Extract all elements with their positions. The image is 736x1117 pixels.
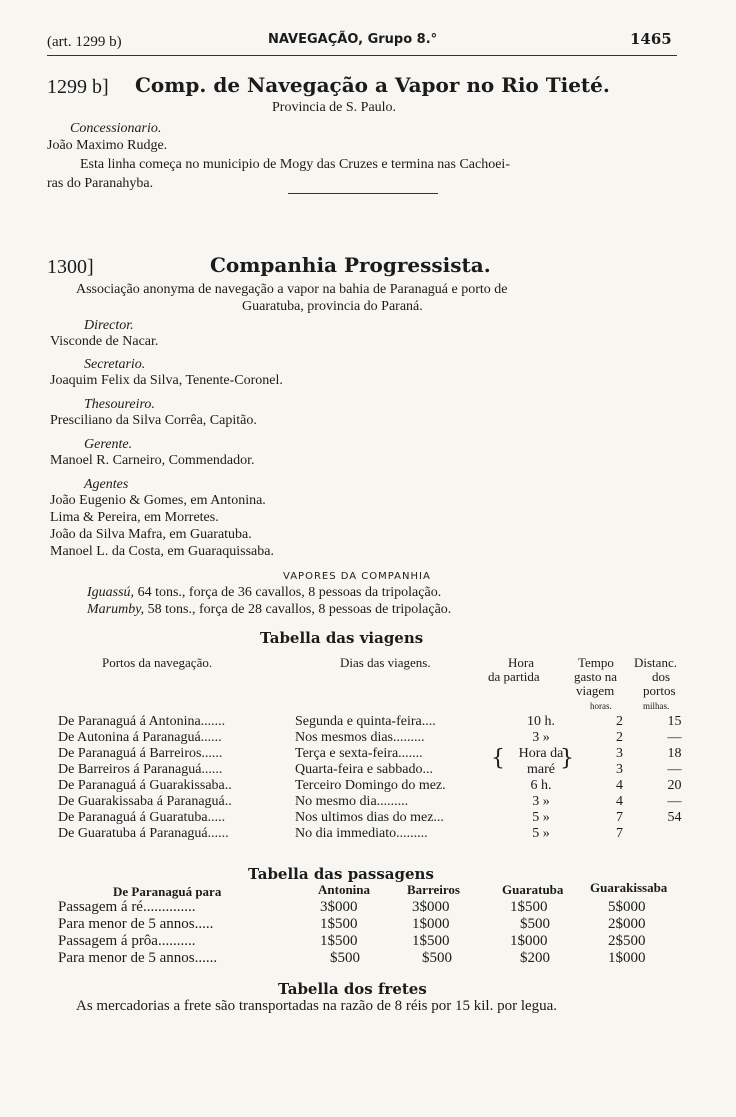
dist-cell xyxy=(652,826,697,842)
officer-role: Gerente. xyxy=(84,437,133,452)
entry-1300-desc-line1: Associação anonyma de navegação a vapor na bahia de Paranaguá e porto de xyxy=(76,282,508,297)
hora-cell: maré xyxy=(527,762,555,777)
passagem-label: Para menor de 5 annos...... xyxy=(58,950,218,966)
section-divider xyxy=(288,193,438,194)
passagem-label: Passagem á prôa.......... xyxy=(58,933,196,949)
officer-role: Director. xyxy=(84,318,134,333)
price-cell: 1$500 xyxy=(412,933,450,949)
officer-name: Joaquim Felix da Silva, Tenente-Coronel. xyxy=(50,373,283,388)
table-row xyxy=(58,916,678,933)
viagens-col-hora-1: Hora xyxy=(508,655,534,670)
dias-cell: Quarta-feira e sabbado... xyxy=(295,762,433,777)
dias-cell: No dia immediato......... xyxy=(295,826,428,841)
porto-cell: De Paranaguá á Antonina....... xyxy=(58,714,226,729)
table-row xyxy=(58,762,697,778)
entry-1299-number: 1299 b] xyxy=(47,76,109,98)
viagens-col-tempo-2: gasto na xyxy=(574,669,617,684)
vapores-heading: VAPORES DA COMPANHIA xyxy=(283,571,431,582)
dist-cell: — xyxy=(667,794,682,809)
officer-role: Thesoureiro. xyxy=(84,397,155,412)
agents-label: Agentes xyxy=(84,477,129,492)
passagens-title: Tabella das passagens xyxy=(248,865,434,883)
agent-line: Lima & Pereira, em Morretes. xyxy=(50,510,219,525)
passagem-label: Para menor de 5 annos..... xyxy=(58,916,214,932)
porto-cell: De Paranaguá á Guaratuba..... xyxy=(58,810,226,825)
entry-1300-number: 1300] xyxy=(47,256,94,278)
passagens-col-header: Antonina xyxy=(318,882,371,897)
passagens-table xyxy=(58,899,678,967)
vapor-name: Iguassú, xyxy=(87,585,135,600)
dias-cell: Segunda e quinta-feira.... xyxy=(295,714,436,729)
hora-cell: 6 h. xyxy=(530,778,552,793)
entry-1299-title: Comp. de Navegação a Vapor no Rio Tieté. xyxy=(135,73,610,97)
dias-cell: Terceiro Domingo do mez. xyxy=(295,778,446,793)
viagens-col-tempo-3: viagem xyxy=(576,683,615,698)
entry-1299-text-line1: Esta linha começa no municipio de Mogy das Cruzes e termina nas Cachoei- xyxy=(80,157,510,172)
hora-cell: 3 » xyxy=(532,794,550,809)
viagens-col-dist-1: Distanc. xyxy=(634,655,677,670)
price-cell: 2$000 xyxy=(608,916,646,932)
porto-cell: De Barreiros á Paranaguá...... xyxy=(58,762,223,777)
tempo-cell: 2 xyxy=(616,730,623,745)
dist-cell: 18 xyxy=(667,746,682,761)
viagens-col-dist-3: portos xyxy=(643,683,676,698)
porto-cell: De Paranaguá á Guarakissaba.. xyxy=(58,778,232,793)
agent-line: João Eugenio & Gomes, em Antonina. xyxy=(50,493,266,508)
fretes-text: As mercadorias a frete são transportadas na razão de 8 réis por 15 kil. por legua. xyxy=(76,998,558,1014)
price-cell: 1$500 xyxy=(320,933,358,949)
entry-1299-person: João Maximo Rudge. xyxy=(47,138,168,153)
passagens-col-label: De Paranaguá para xyxy=(113,884,222,899)
officer-role: Secretario. xyxy=(84,357,146,372)
price-cell: 1$000 xyxy=(608,950,646,966)
hora-cell: 10 h. xyxy=(527,714,555,729)
table-row xyxy=(58,746,697,762)
tempo-cell: 3 xyxy=(616,762,623,777)
porto-cell: De Paranaguá á Barreiros...... xyxy=(58,746,223,761)
viagens-col-dist-2: dos xyxy=(652,669,671,684)
dist-cell: 15 xyxy=(667,714,682,729)
price-cell: 5$000 xyxy=(608,899,646,915)
table-row xyxy=(58,933,678,950)
viagens-title: Tabella das viagens xyxy=(260,629,424,647)
table-row xyxy=(58,714,697,730)
porto-cell: De Autonina á Paranaguá...... xyxy=(58,730,222,745)
table-row xyxy=(58,950,678,967)
price-cell: 3$000 xyxy=(320,899,358,915)
table-row xyxy=(58,810,697,826)
tempo-cell: 3 xyxy=(616,746,623,761)
tempo-cell: 4 xyxy=(616,778,623,793)
running-header-title: NAVEGAÇÃO, Grupo 8.° xyxy=(268,32,438,47)
vapor-details: 64 tons., força de 36 cavallos, 8 pessoas da tripolação. xyxy=(134,585,442,600)
price-cell: 3$000 xyxy=(412,899,450,915)
price-cell: $500 xyxy=(520,916,550,932)
passagens-col-header: Guarakissaba xyxy=(590,880,668,895)
agent-line: Manoel L. da Costa, em Guaraquissaba. xyxy=(50,544,274,559)
officer-name: Visconde de Nacar. xyxy=(50,334,159,349)
viagens-col-dist-unit: milhas. xyxy=(643,701,670,711)
vapor-line xyxy=(87,585,441,601)
hora-cell: Hora da xyxy=(518,746,564,761)
table-row xyxy=(58,826,697,842)
officer-name: Manoel R. Carneiro, Commendador. xyxy=(50,453,255,468)
brace-left: { xyxy=(491,746,505,771)
tempo-cell: 2 xyxy=(616,714,623,729)
running-header-left: (art. 1299 b) xyxy=(47,34,122,50)
officer-name: Presciliano da Silva Corrêa, Capitão. xyxy=(50,413,257,428)
tempo-cell: 7 xyxy=(616,826,623,841)
brace-right: } xyxy=(560,746,574,771)
price-cell: 1$000 xyxy=(412,916,450,932)
entry-1299-text-line2: ras do Paranahyba. xyxy=(47,176,154,191)
table-row xyxy=(58,899,678,916)
vapor-line xyxy=(87,602,451,618)
dias-cell: Terça e sexta-feira....... xyxy=(295,746,423,761)
passagens-col-header: Guaratuba xyxy=(502,882,564,897)
vapor-details: 58 tons., força de 28 cavallos, 8 pessoas de tripolação. xyxy=(144,602,452,617)
porto-cell: De Guarakissaba á Paranaguá.. xyxy=(58,794,232,809)
header-rule xyxy=(47,55,677,56)
dist-cell: — xyxy=(667,762,682,777)
porto-cell: De Guaratuba á Paranaguá...... xyxy=(58,826,229,841)
viagens-col-portos: Portos da navegação. xyxy=(102,655,213,670)
price-cell: $500 xyxy=(330,950,360,966)
vapor-name: Marumby, xyxy=(87,602,145,617)
table-row xyxy=(58,730,697,746)
viagens-col-tempo-unit: horas. xyxy=(590,701,612,711)
dist-cell: — xyxy=(667,730,682,745)
price-cell: $200 xyxy=(520,950,550,966)
price-cell: 1$500 xyxy=(510,899,548,915)
price-cell: $500 xyxy=(422,950,452,966)
price-cell: 2$500 xyxy=(608,933,646,949)
price-cell: 1$000 xyxy=(510,933,548,949)
agent-line: João da Silva Mafra, em Guaratuba. xyxy=(50,527,252,542)
entry-1300-desc-line2: Guaratuba, provincia do Paraná. xyxy=(242,299,423,314)
entry-1299-role: Concessionario. xyxy=(70,121,162,136)
hora-cell: 5 » xyxy=(532,826,550,841)
entry-1300-title: Companhia Progressista. xyxy=(210,253,491,277)
price-cell: 1$500 xyxy=(320,916,358,932)
page-number: 1465 xyxy=(630,30,672,48)
fretes-title: Tabella dos fretes xyxy=(278,980,427,998)
viagens-col-tempo-1: Tempo xyxy=(578,655,614,670)
viagens-col-dias: Dias das viagens. xyxy=(340,655,431,670)
tempo-cell: 4 xyxy=(616,794,623,809)
table-row xyxy=(58,794,697,810)
passagem-label: Passagem á ré.............. xyxy=(58,899,196,915)
dias-cell: No mesmo dia......... xyxy=(295,794,409,809)
dist-cell: 20 xyxy=(667,778,682,793)
tempo-cell: 7 xyxy=(616,810,623,825)
dias-cell: Nos ultimos dias do mez... xyxy=(295,810,444,825)
viagens-col-hora-2: da partida xyxy=(488,669,540,684)
table-row xyxy=(58,778,697,794)
entry-1299-province: Provincia de S. Paulo. xyxy=(272,100,397,115)
dias-cell: Nos mesmos dias......... xyxy=(295,730,425,745)
viagens-table xyxy=(58,714,697,842)
passagens-col-header: Barreiros xyxy=(407,882,460,897)
dist-cell: 54 xyxy=(667,810,682,825)
hora-cell: 3 » xyxy=(532,730,550,745)
hora-cell: 5 » xyxy=(532,810,550,825)
